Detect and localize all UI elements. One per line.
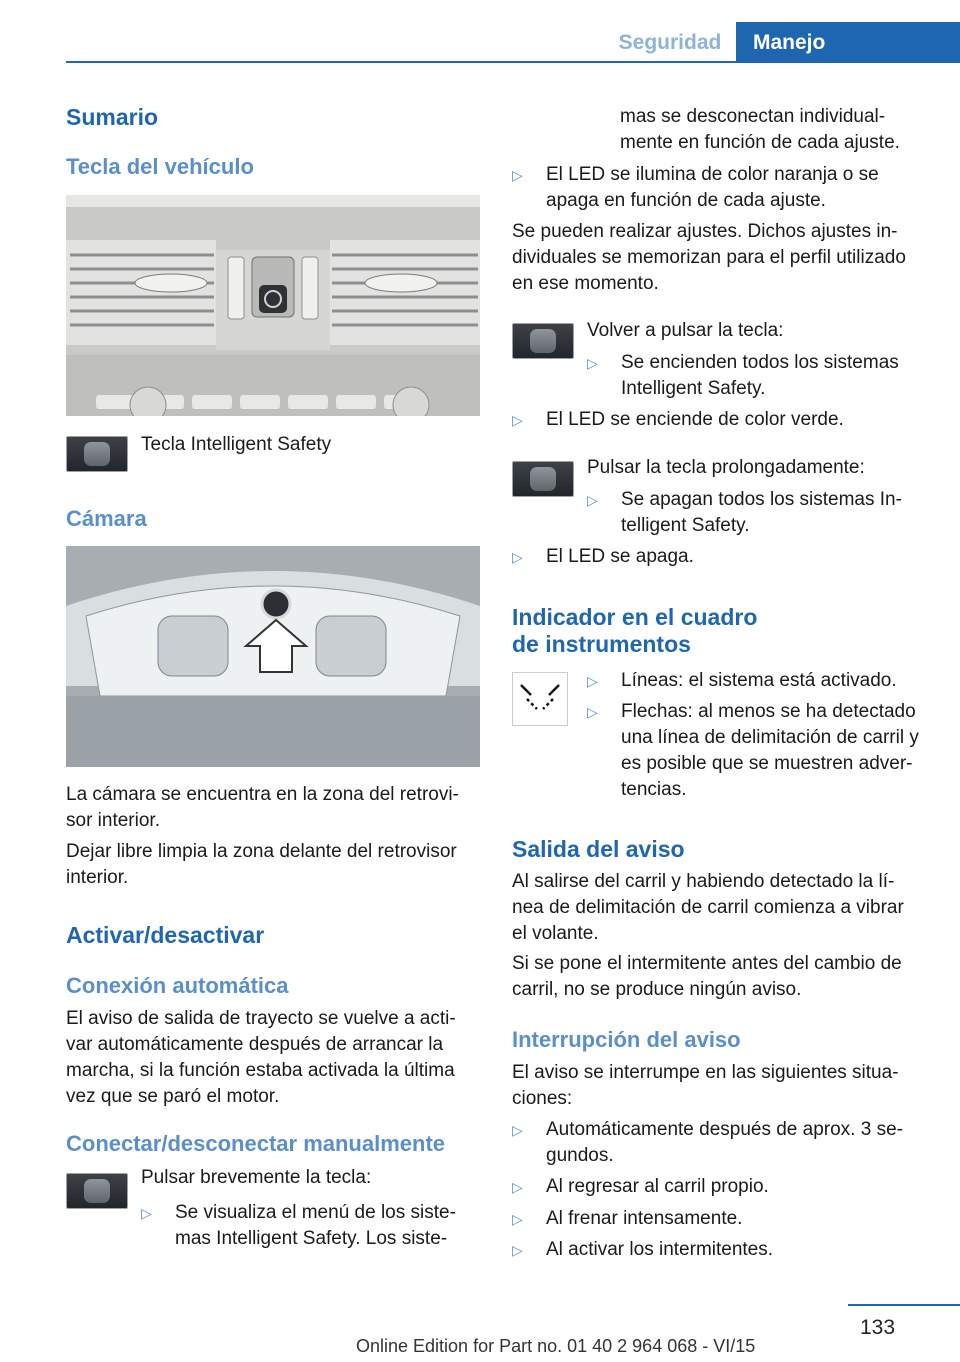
intelligent-safety-key-icon (66, 436, 128, 472)
bullet-text: tencias. (621, 779, 687, 800)
bullet-item (141, 1200, 481, 1252)
bullet-text: gundos. (546, 1145, 614, 1166)
intelligent-safety-key-icon (512, 323, 574, 359)
bullet-text: Intelligent Safety. (621, 378, 766, 399)
bullet-text: Al regresar al carril propio. (546, 1176, 769, 1197)
cont-text-a: mas se desconectan individual- (620, 106, 886, 127)
turn-text-a: Si se pone el intermitente antes del cambio de (512, 953, 902, 974)
bullet-item (512, 1206, 932, 1232)
heading-auto: Conexión automática (66, 973, 289, 998)
intelligent-safety-key-icon (512, 461, 574, 497)
bullet-item (512, 1174, 932, 1200)
bullet-text: Al frenar intensamente. (546, 1208, 743, 1229)
auto-text-a: El aviso de salida de trayecto se vuelve a acti- (66, 1008, 456, 1029)
header-rule (66, 61, 960, 63)
bullet-text: Al activar los intermitentes. (546, 1239, 774, 1260)
bullet-triangle-icon: ▷ (512, 412, 523, 428)
int-text-b: ciones: (512, 1088, 573, 1109)
bullet-item (587, 699, 937, 803)
bullet-text: Líneas: el sistema está activado. (621, 670, 897, 691)
bullet-text: Automáticamente después de aprox. 3 se- (546, 1119, 903, 1140)
bullet-triangle-icon: ▷ (587, 704, 598, 720)
bullet-triangle-icon: ▷ (512, 1211, 523, 1227)
bullet-triangle-icon: ▷ (512, 1122, 523, 1138)
cont-text-b: mente en función de cada ajuste. (620, 132, 900, 153)
press-again: Volver a pulsar la tecla: (587, 320, 784, 341)
bullet-text: apaga en función de cada ajuste. (546, 190, 826, 211)
warn-text-b: nea de delimitación de carril comienza a vibrar (512, 897, 904, 918)
bullet-text: El LED se apaga. (546, 546, 694, 567)
console-photo (66, 195, 480, 416)
header-tab-chapter[interactable]: Manejo (736, 22, 960, 61)
heading-activate: Activar/desactivar (66, 922, 265, 948)
warn-text-c: el volante. (512, 923, 599, 944)
bullet-item (512, 544, 932, 570)
edition-text: Online Edition for Part no. 01 40 2 964 068 - VI/15 (356, 1336, 756, 1356)
bullet-text: Se encienden todos los sistemas (621, 352, 899, 373)
heading-warning: Salida del aviso (512, 836, 685, 862)
adjust-text-a: Se pueden realizar ajustes. Dichos ajustes in- (512, 221, 898, 242)
auto-text-d: vez que se paró el motor. (66, 1086, 280, 1107)
heading-manual: Conectar/desconectar manualmente (66, 1131, 446, 1156)
lane-indicator-icon (512, 672, 568, 726)
bullet-text: telligent Safety. (621, 515, 750, 536)
bullet-text: es posible que se muestren adver- (621, 753, 913, 774)
bullet-text: El LED se enciende de color verde. (546, 409, 844, 430)
press-long: Pulsar la tecla prolongadamente: (587, 457, 865, 478)
bullet-triangle-icon: ▷ (141, 1205, 152, 1221)
bullet-item (512, 407, 932, 433)
adjust-text-b: dividuales se memorizan para el perfil utilizado (512, 247, 906, 268)
footer-rule (848, 1304, 960, 1306)
bullet-text: una línea de delimitación de carril y (621, 727, 919, 748)
page-number: 133 (860, 1316, 896, 1339)
turn-text-b: carril, no se produce ningún aviso. (512, 979, 802, 1000)
heading-summary: Sumario (66, 104, 159, 130)
bullet-triangle-icon: ▷ (512, 1242, 523, 1258)
camera-text-2a: Dejar libre limpia la zona delante del retrovisor (66, 841, 457, 862)
bullet-triangle-icon: ▷ (512, 1179, 523, 1195)
auto-text-c: marcha, si la función estaba activada la última (66, 1060, 455, 1081)
bullet-text: Se visualiza el menú de los siste- (175, 1202, 456, 1223)
auto-text-b: var automáticamente después de arrancar la (66, 1034, 444, 1055)
camera-text-1a: La cámara se encuentra en la zona del retrovi- (66, 784, 459, 805)
heading-indicator-a: Indicador en el cuadro (512, 604, 758, 630)
bullet-text: Se apagan todos los sistemas In- (621, 489, 902, 510)
manual-intro: Pulsar brevemente la tecla: (141, 1167, 372, 1188)
bullet-triangle-icon: ▷ (587, 673, 598, 689)
bullet-triangle-icon: ▷ (587, 355, 598, 371)
bullet-text: Flechas: al menos se ha detectado (621, 701, 916, 722)
bullet-item (587, 487, 937, 539)
bullet-triangle-icon: ▷ (512, 549, 523, 565)
int-text-a: El aviso se interrumpe en las siguientes situa- (512, 1062, 899, 1083)
bullet-item (512, 1117, 932, 1169)
heading-interrupt: Interrupción del aviso (512, 1027, 741, 1052)
bullet-triangle-icon: ▷ (512, 167, 523, 183)
camera-text-1b: sor interior. (66, 810, 160, 831)
warn-text-a: Al salirse del carril y habiendo detectado la lí- (512, 871, 895, 892)
header-tab-section[interactable]: Seguridad (618, 31, 722, 54)
bullet-item (512, 1237, 932, 1263)
bullet-text: mas Intelligent Safety. Los siste- (175, 1228, 448, 1249)
heading-camera: Cámara (66, 506, 147, 531)
intelligent-safety-key-icon (66, 1173, 128, 1209)
key-caption: Tecla Intelligent Safety (141, 434, 332, 455)
heading-vehicle-key: Tecla del vehículo (66, 154, 254, 179)
adjust-text-c: en ese momento. (512, 273, 659, 294)
heading-indicator-b: de instrumentos (512, 631, 691, 657)
bullet-triangle-icon: ▷ (587, 492, 598, 508)
bullet-item (587, 350, 937, 402)
bullet-item (587, 668, 937, 694)
bullet-text: El LED se ilumina de color naranja o se (546, 164, 879, 185)
bullet-item (512, 162, 932, 214)
camera-photo (66, 546, 480, 767)
camera-text-2b: interior. (66, 867, 129, 888)
